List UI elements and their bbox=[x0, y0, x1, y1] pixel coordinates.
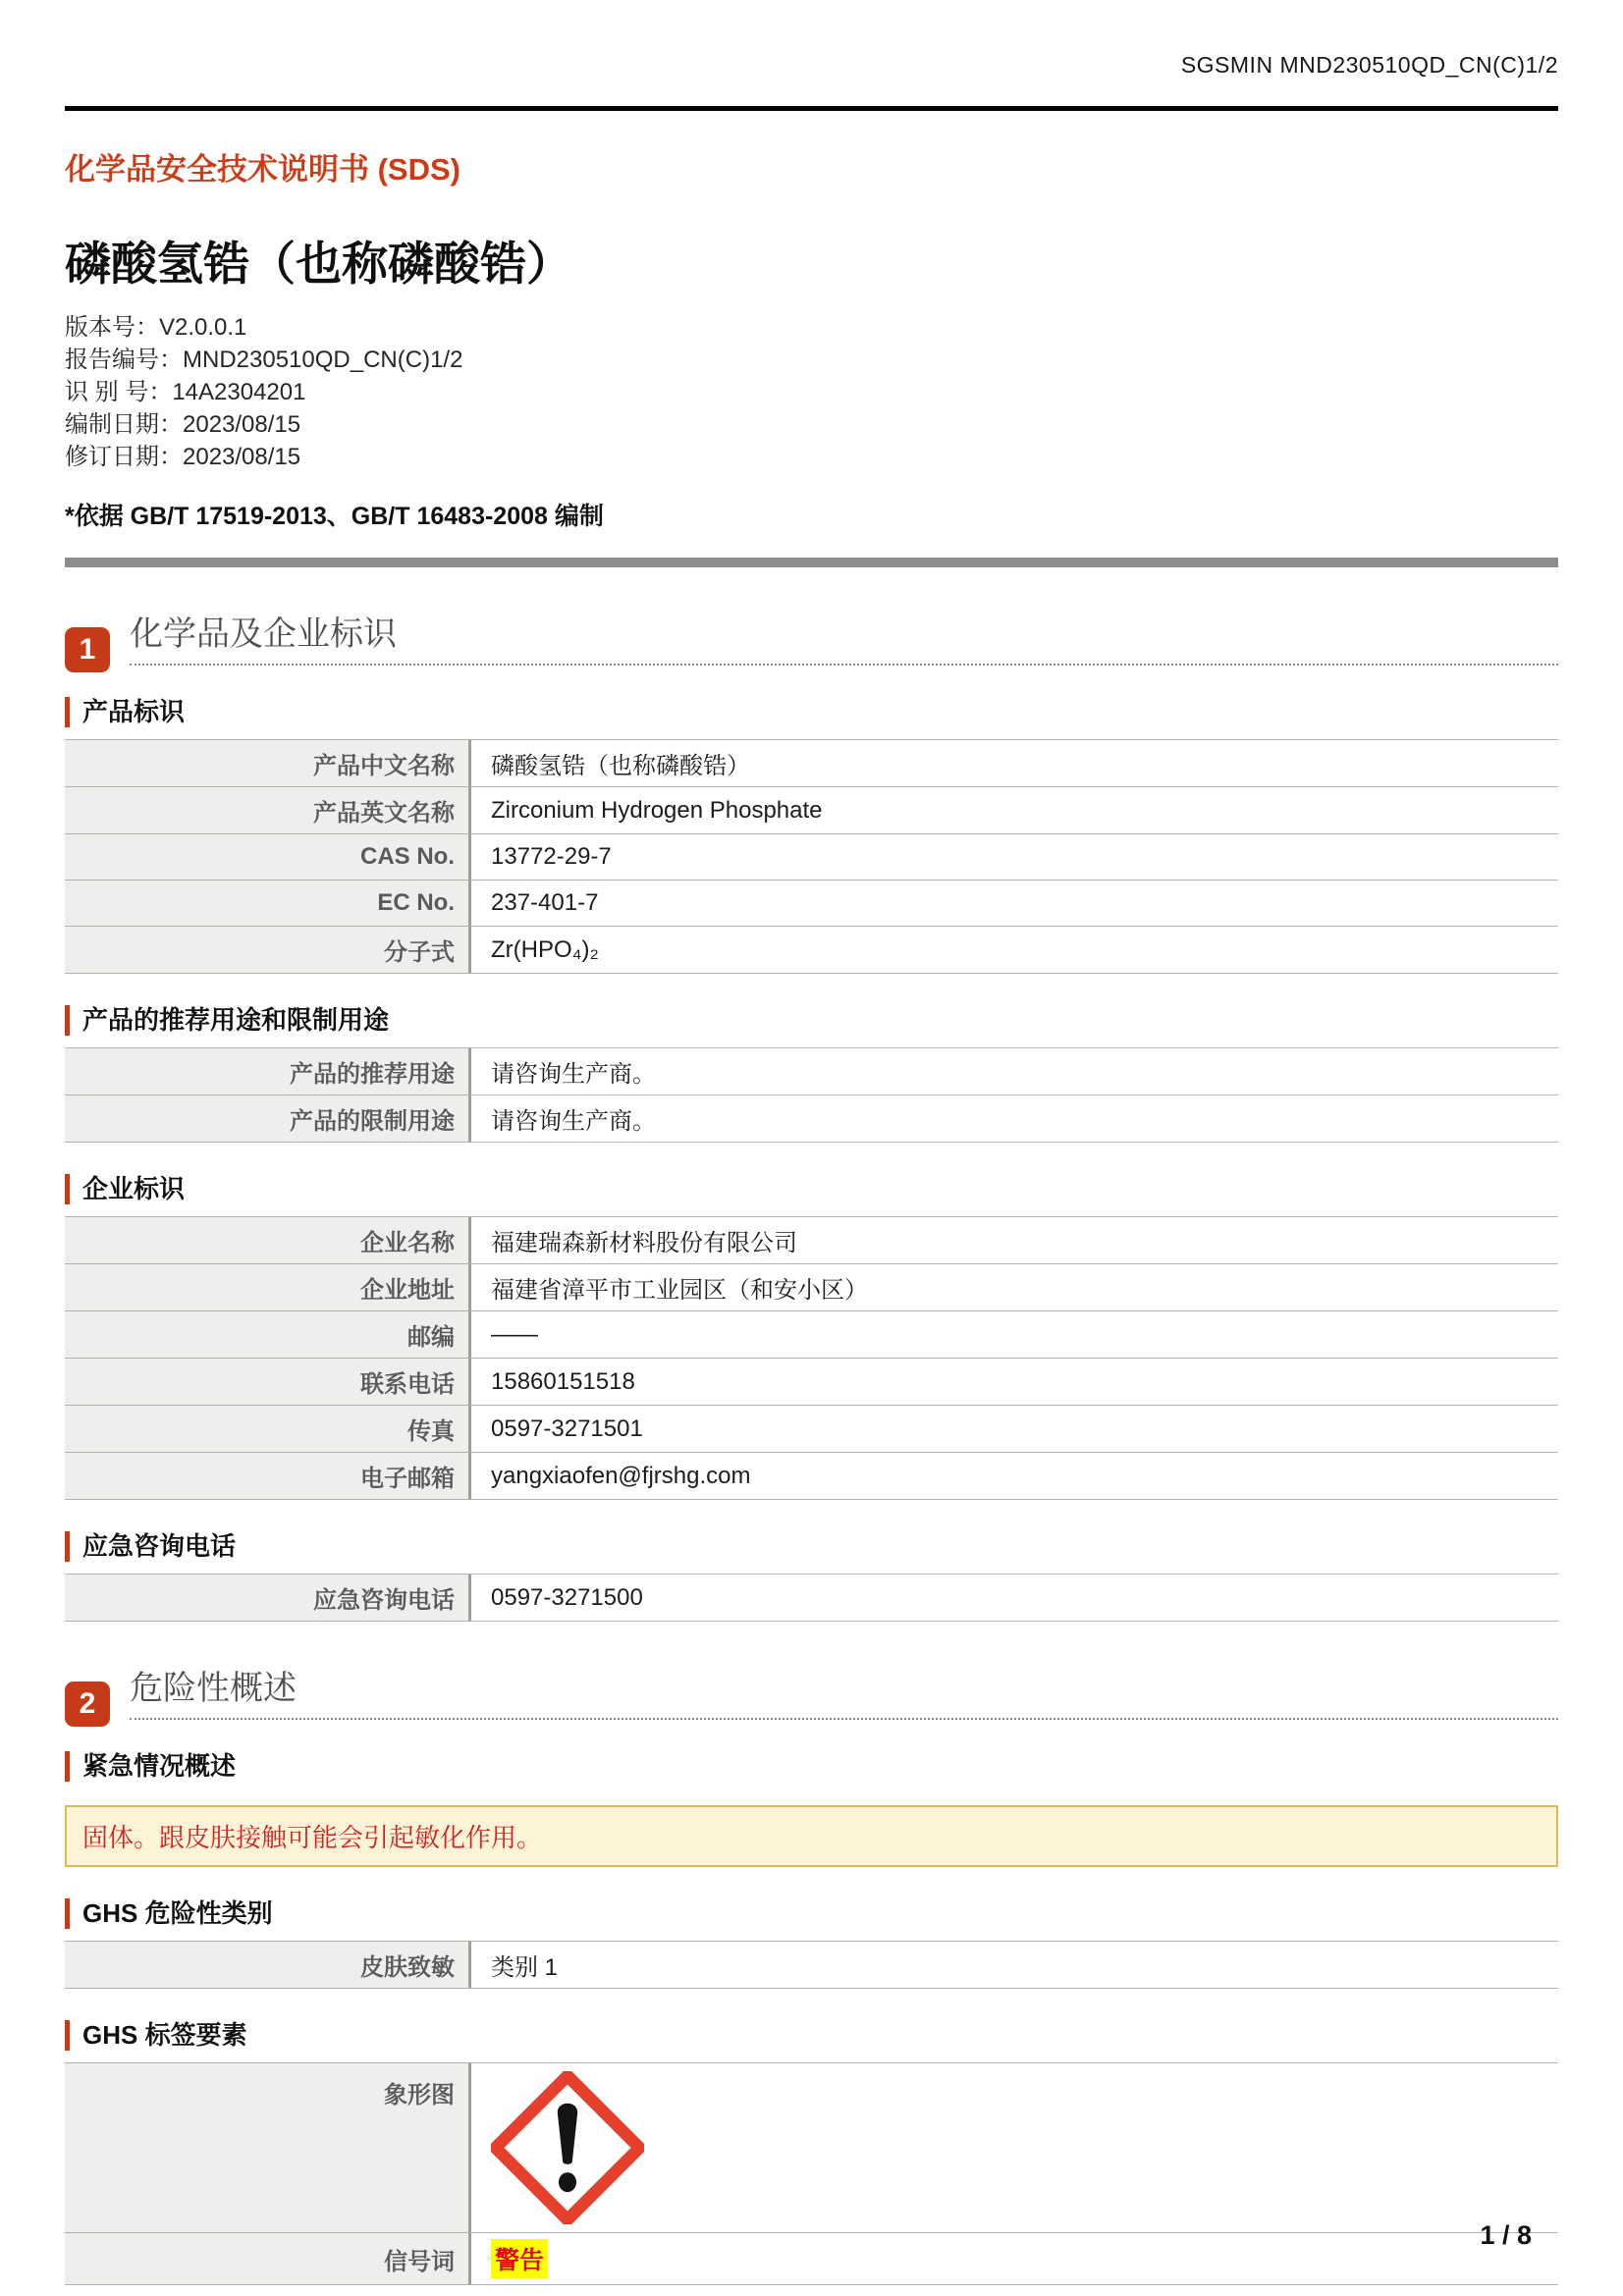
table-row bbox=[65, 1359, 1558, 1406]
row-value bbox=[471, 2233, 1558, 2284]
section-2-header bbox=[65, 1661, 1558, 1720]
compilation-basis-note: *依据 GB/T 17519-2013、GB/T 16483-2008 编制 bbox=[65, 503, 604, 530]
row-value: 类别 1 bbox=[491, 1954, 559, 1981]
pictogram-row bbox=[65, 2063, 1558, 2233]
subheading-uses: 产品的推荐用途和限制用途 bbox=[65, 1005, 1558, 1036]
table-row bbox=[65, 1406, 1558, 1453]
table-row bbox=[65, 1575, 1558, 1622]
emergency-phone-table bbox=[65, 1574, 1558, 1622]
header-rule bbox=[65, 106, 1558, 111]
section-2-title: 危险性概述 bbox=[130, 1661, 1558, 1720]
subheading-company: 企业标识 bbox=[65, 1174, 1558, 1204]
row-label: 产品的限制用途 bbox=[65, 1095, 471, 1142]
section-2-number-badge: 2 bbox=[65, 1682, 110, 1727]
table-row bbox=[65, 881, 1558, 927]
table-row bbox=[65, 740, 1558, 787]
row-label: 联系电话 bbox=[65, 1359, 471, 1405]
row-value: 0597-3271501 bbox=[491, 1415, 643, 1442]
doc-type-heading: 化学品安全技术说明书 (SDS) bbox=[65, 152, 460, 187]
row-label: 企业地址 bbox=[65, 1264, 471, 1310]
row-value: —— bbox=[491, 1320, 538, 1348]
section-1-number-badge: 1 bbox=[65, 627, 110, 672]
row-value: Zirconium Hydrogen Phosphate bbox=[491, 796, 823, 824]
signal-word-row bbox=[65, 2233, 1558, 2285]
product-title: 磷酸氢锆（也称磷酸锆） bbox=[65, 238, 572, 290]
ghs07-exclamation-pictogram-icon bbox=[491, 2071, 644, 2224]
table-row bbox=[65, 1453, 1558, 1500]
row-label: 企业名称 bbox=[65, 1217, 471, 1263]
row-label: 产品中文名称 bbox=[65, 740, 471, 786]
row-label: 应急咨询电话 bbox=[65, 1575, 471, 1621]
row-value: 请咨询生产商。 bbox=[491, 1108, 656, 1135]
subheading-emergency-overview: 紧急情况概述 bbox=[65, 1751, 1558, 1782]
row-label: EC No. bbox=[65, 881, 471, 926]
ghs-label-elements-table bbox=[65, 2062, 1558, 2285]
section-1-title: 化学品及企业标识 bbox=[130, 607, 1558, 666]
row-label: 电子邮箱 bbox=[65, 1453, 471, 1499]
row-label: 传真 bbox=[65, 1406, 471, 1452]
subheading-emergency-phone: 应急咨询电话 bbox=[65, 1531, 1558, 1562]
meta-report-number: 报告编号：MND230510QD_CN(C)1/2 bbox=[65, 347, 463, 373]
emergency-overview-warning-box: 固体。跟皮肤接触可能会引起敏化作用。 bbox=[65, 1805, 1558, 1867]
row-value: yangxiaofen@fjrshg.com bbox=[491, 1462, 751, 1489]
page-number: 1 / 8 bbox=[1480, 2220, 1532, 2250]
table-row bbox=[65, 1264, 1558, 1311]
table-row bbox=[65, 834, 1558, 881]
document-meta bbox=[65, 311, 1558, 473]
pictogram-cell bbox=[471, 2063, 1558, 2232]
company-table bbox=[65, 1216, 1558, 1500]
table-row bbox=[65, 1217, 1558, 1264]
table-row bbox=[65, 927, 1558, 974]
subheading-ghs-classification: GHS 危险性类别 bbox=[65, 1898, 1558, 1929]
row-value: 237-401-7 bbox=[491, 889, 599, 916]
table-row bbox=[65, 1095, 1558, 1143]
row-value: 15860151518 bbox=[491, 1367, 635, 1395]
section-divider-bar bbox=[65, 558, 1558, 567]
subheading-ghs-label-elements: GHS 标签要素 bbox=[65, 2020, 1558, 2051]
row-label: 产品英文名称 bbox=[65, 787, 471, 833]
row-label: 分子式 bbox=[65, 927, 471, 973]
table-row bbox=[65, 1048, 1558, 1095]
row-label: 产品的推荐用途 bbox=[65, 1048, 471, 1095]
row-value: 福建瑞森新材料股份有限公司 bbox=[491, 1230, 797, 1256]
row-label: 象形图 bbox=[65, 2063, 471, 2232]
subheading-product-id: 产品标识 bbox=[65, 697, 1558, 727]
row-value: 0597-3271500 bbox=[491, 1583, 643, 1611]
row-label: 信号词 bbox=[65, 2233, 471, 2284]
meta-version: 版本号：V2.0.0.1 bbox=[65, 314, 247, 341]
uses-table bbox=[65, 1047, 1558, 1143]
meta-revision-date: 修订日期：2023/08/15 bbox=[65, 444, 301, 470]
document-reference: SGSMIN MND230510QD_CN(C)1/2 bbox=[1180, 52, 1558, 78]
row-value: 请咨询生产商。 bbox=[491, 1061, 656, 1088]
row-value: 福建省漳平市工业园区（和安小区） bbox=[491, 1277, 868, 1304]
table-row bbox=[65, 787, 1558, 834]
section-1-header bbox=[65, 607, 1558, 666]
row-value: 13772-29-7 bbox=[491, 843, 612, 870]
row-label: CAS No. bbox=[65, 834, 471, 880]
meta-id-number: 识 别 号：14A2304201 bbox=[65, 379, 306, 405]
row-value: 磷酸氢锆（也称磷酸锆） bbox=[491, 753, 750, 779]
row-label: 邮编 bbox=[65, 1311, 471, 1358]
signal-word-badge: 警告 bbox=[491, 2239, 548, 2278]
ghs-classification-table bbox=[65, 1941, 1558, 1989]
row-label: 皮肤致敏 bbox=[65, 1942, 471, 1988]
table-row bbox=[65, 1942, 1558, 1989]
meta-compile-date: 编制日期：2023/08/15 bbox=[65, 411, 301, 438]
product-id-table bbox=[65, 739, 1558, 974]
row-value: Zr(HPO₄)₂ bbox=[491, 935, 599, 963]
table-row bbox=[65, 1311, 1558, 1359]
